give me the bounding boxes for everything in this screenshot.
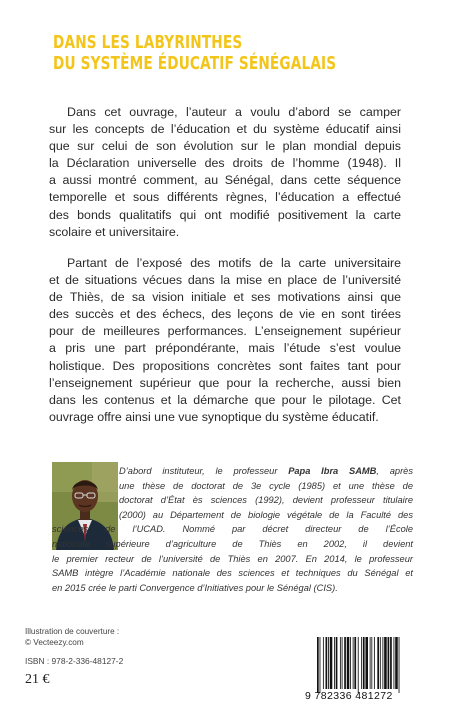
paragraph-line: pour de meilleures performances. L’enseignement supérieur xyxy=(49,324,401,339)
barcode-bar xyxy=(388,637,390,689)
paragraph-line: la Déclaration universelle des droits de l’homme (1948). Il xyxy=(49,156,401,171)
barcode-bar xyxy=(361,637,362,689)
book-title-line-2: DU SYSTÈME ÉDUCATIF SÉNÉGALAIS xyxy=(53,54,337,74)
summary-paragraph-2 xyxy=(49,255,401,426)
barcode-bar xyxy=(326,637,328,689)
paragraph-line: temporelle et sous différents règnes, l’éducation a effectué xyxy=(49,190,401,205)
paragraph-line: holistique. Des propositions concrètes sont faites tant pour xyxy=(49,358,401,373)
paragraph-line: de Thiès, de sa vision initiale et ses motivations ainsi que xyxy=(49,290,401,305)
barcode-bar xyxy=(328,637,329,689)
barcode-bar xyxy=(334,637,335,689)
bio-line: le premier recteur de l’université de Thiès en 2007. En 2014, le professeur xyxy=(52,553,413,564)
bio-line: sciences de l’UCAD. Nommé par décret directeur de l’École xyxy=(52,524,413,535)
paragraph-line: que sur celui de son évolution sur le plan mondial depuis xyxy=(49,139,401,154)
paragraph-line: des succès et des échecs, des leçons de vie en sont tirées xyxy=(49,307,401,322)
barcode-bar xyxy=(394,637,395,689)
barcode-bar xyxy=(330,637,333,689)
paragraph-line: des bonds qualitatifs qui ont modifié positivement la carte xyxy=(49,207,401,222)
barcode-bar xyxy=(371,637,372,689)
cover-credit-line: Illustration de couverture : xyxy=(25,627,120,636)
paragraph-line: l’enseignement supérieur que pour la recherche, aussi bien xyxy=(49,375,401,390)
barcode-bar xyxy=(347,637,350,689)
barcode-digits: 9 782336 481272 xyxy=(305,690,393,702)
price: 21 € xyxy=(25,672,50,687)
barcode-bar xyxy=(344,637,346,689)
barcode-bar xyxy=(384,637,387,689)
barcode-bar xyxy=(363,637,365,689)
bio-line: en 2015 crée le parti Convergence d’Initiatives pour le Sénégal (CIS). xyxy=(52,582,338,593)
barcode-bar xyxy=(377,637,379,689)
isbn: ISBN : 978-2-336-48127-2 xyxy=(25,656,124,666)
bio-line: une thèse de doctorat de 3e cycle (1985) et une thèse de xyxy=(119,480,413,491)
barcode-bar xyxy=(317,637,319,693)
paragraph-line: a pris une part prépondérante, mais l’étude s’est voulue xyxy=(49,341,401,356)
cover-credit-line: © Vecteezy.com xyxy=(25,637,84,647)
barcode-bar xyxy=(395,637,398,689)
barcode-bar xyxy=(340,637,341,689)
bio-first-line xyxy=(119,464,413,479)
barcode-bar xyxy=(370,637,371,689)
barcode-bar xyxy=(354,637,356,689)
barcode-bar xyxy=(380,637,381,689)
cover-credit xyxy=(25,627,119,648)
paragraph-line: ouvrage offre ainsi une vue synoptique du système éducatif. xyxy=(49,409,379,424)
barcode-bar xyxy=(320,637,321,693)
paragraph-line: sur les concepts de l’éducation et du système éducatif ainsi xyxy=(49,122,401,137)
bio-intro: D’abord instituteur, le professeur xyxy=(119,466,289,476)
barcode-bar xyxy=(390,637,392,689)
paragraph-line: a aussi montré comment, au Sénégal, dans cette séquence xyxy=(49,173,401,188)
bio-line: SAMB intègre l’Académie nationale des sciences et techniques du Sénégal et xyxy=(52,568,413,579)
summary-paragraph-1 xyxy=(49,104,401,241)
barcode-bar xyxy=(342,637,343,689)
paragraph-line: scolaire et universitaire. xyxy=(49,224,180,239)
bio-line: doctorat d’État ès sciences (1992), devient professeur titulaire xyxy=(119,495,413,506)
barcode-bar xyxy=(365,637,368,689)
isbn-barcode xyxy=(313,635,425,694)
barcode-bar xyxy=(399,637,400,693)
book-title xyxy=(53,33,337,75)
bio-line: (2000) au Département de biologie végétale de la Faculté des xyxy=(119,509,413,520)
book-title-line-1: DANS LES LABYRINTHES xyxy=(53,33,243,53)
barcode-bar xyxy=(353,637,354,689)
author-name: Papa Ibra SAMB xyxy=(288,466,377,476)
paragraph-line: Dans cet ouvrage, l’auteur a voulu d’abord se camper xyxy=(67,105,401,119)
barcode-bar xyxy=(374,637,375,689)
barcode-bar xyxy=(358,637,359,693)
paragraph-line: et de situations vécues dans la mise en place de l’université xyxy=(49,273,401,288)
paragraph-line: Partant de l’exposé des motifs de la carte universitaire xyxy=(67,256,401,270)
barcode-bar xyxy=(323,637,324,689)
barcode-bar xyxy=(350,637,351,689)
author-bio xyxy=(52,464,414,595)
paragraph-line: dans les contenus et la démarche que pour le pilotage. Cet xyxy=(49,392,401,407)
bio-after-name: , après xyxy=(376,466,414,476)
barcode-bar xyxy=(382,637,383,689)
bio-line: nationale supérieure d’agriculture de Thiès en 2002, il devient xyxy=(52,538,413,549)
barcode-bar xyxy=(336,637,338,689)
